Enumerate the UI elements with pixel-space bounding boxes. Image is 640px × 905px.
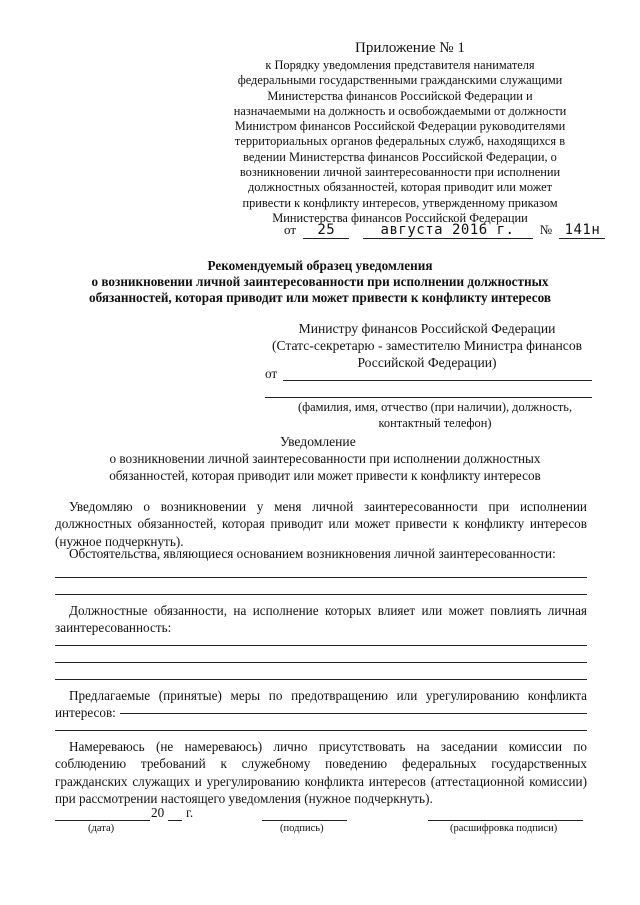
order-month-year: августа 2016 г. [363, 222, 533, 239]
decode-caption: (расшифровка подписи) [450, 823, 558, 834]
date-line [55, 820, 150, 821]
appendix-line: Министром финансов Российской Федерации руководителями [234, 119, 566, 134]
appendix-line: возникновении личной заинтересованности при исполнении [239, 165, 561, 180]
order-number-label: № [539, 222, 553, 237]
paragraph-circumstances: Обстоятельства, являющиеся основанием возникновения личной заинтересованности: [69, 546, 556, 561]
answer-line [55, 679, 587, 680]
order-day: 25 [303, 222, 349, 239]
appendix-line: Министерства финансов Российской Федерации и [267, 88, 533, 103]
sender-line-2 [265, 397, 592, 398]
appendix-line: Министерства финансов Российской Федерации [272, 210, 528, 225]
notice-subtitle-line: обязанностей, которая приводит или может привести к конфликту интересов [109, 468, 541, 483]
order-date-number [280, 222, 605, 239]
form-heading-title: Рекомендуемый образец уведомления [207, 258, 433, 273]
date-year-suffix: г. [186, 805, 194, 820]
order-from-label: от [284, 222, 297, 237]
notice-subtitle-line: о возникновении личной заинтересованности при исполнении должностных [109, 451, 541, 466]
date-year-line [168, 820, 182, 821]
answer-line [55, 645, 587, 646]
addressee-line: Российской Федерации) [357, 355, 497, 370]
sender-hint-line: контактный телефон) [378, 415, 492, 430]
paragraph-duties: Должностные обязанности, на исполнение которых влияет или может повлиять личная заинтересованность: [55, 603, 587, 636]
signature-caption: (подпись) [280, 823, 324, 834]
order-number: 141н [559, 222, 605, 239]
sender-line [283, 380, 592, 381]
paragraph-notification: Уведомляю о возникновении у меня личной заинтересованности при исполнении должностных обязанностей, которая приводит или может привести к конфликту интересов (нужное подчеркнуть). [55, 499, 587, 549]
form-heading [40, 258, 600, 306]
signature-line [262, 820, 347, 821]
date-year-prefix: 20 [151, 805, 165, 820]
paragraph-measures: Предлагаемые (принятые) меры по предотвращению или урегулированию конфликта интересов: [55, 688, 587, 721]
appendix-title: Приложение № 1 [355, 40, 465, 56]
decode-line [428, 820, 583, 821]
form-heading-line: обязанностей, которая приводит или может привести к конфликту интересов [88, 290, 552, 305]
sender-hint [265, 400, 605, 431]
addressee-line: Министру финансов Российской Федерации [298, 321, 556, 336]
sender-from-label: от [265, 366, 278, 381]
sender-hint-line: (фамилия, имя, отчество (при наличии), должность, [297, 400, 573, 414]
answer-line [120, 713, 587, 714]
appendix-line: территориальных органов федеральных служб, находящихся в [234, 134, 566, 149]
appendix-line: назначаемыми на должность и освобождаемыми от должности [233, 103, 567, 118]
addressee-line: (Статс-секретарю - заместителю Министра финансов [271, 338, 583, 353]
appendix-line: должностных обязанностей, которая приводит или может [247, 180, 553, 195]
paragraph-commission: Намереваюсь (не намереваюсь) лично присутствовать на заседании комиссии по соблюдению требований к служебному поведению федеральных государственных гражданских служащих и урегулированию конфликта интересов (аттестационной комиссии) при рассмотрении настоящего уведомления (нужное подчеркнуть). [55, 739, 587, 806]
answer-line [55, 730, 587, 731]
answer-line [55, 662, 587, 663]
notice-subtitle [60, 450, 590, 484]
appendix-line: ведении Министерства финансов Российской Федерации, о [243, 149, 557, 164]
date-caption: (дата) [88, 823, 115, 834]
appendix-line: привести к конфликту интересов, утвержденному приказом [242, 195, 558, 210]
appendix-reference [210, 58, 590, 226]
appendix-line: федеральными государственными гражданскими служащими [237, 73, 563, 88]
sender-field [265, 366, 592, 382]
answer-line [55, 594, 587, 595]
form-heading-line: о возникновении личной заинтересованности при исполнении должностных [91, 274, 549, 289]
notice-title: Уведомление [280, 434, 356, 449]
addressee-block [262, 320, 592, 371]
appendix-line: к Порядку уведомления представителя нанимателя [265, 58, 535, 72]
answer-line [55, 577, 587, 578]
